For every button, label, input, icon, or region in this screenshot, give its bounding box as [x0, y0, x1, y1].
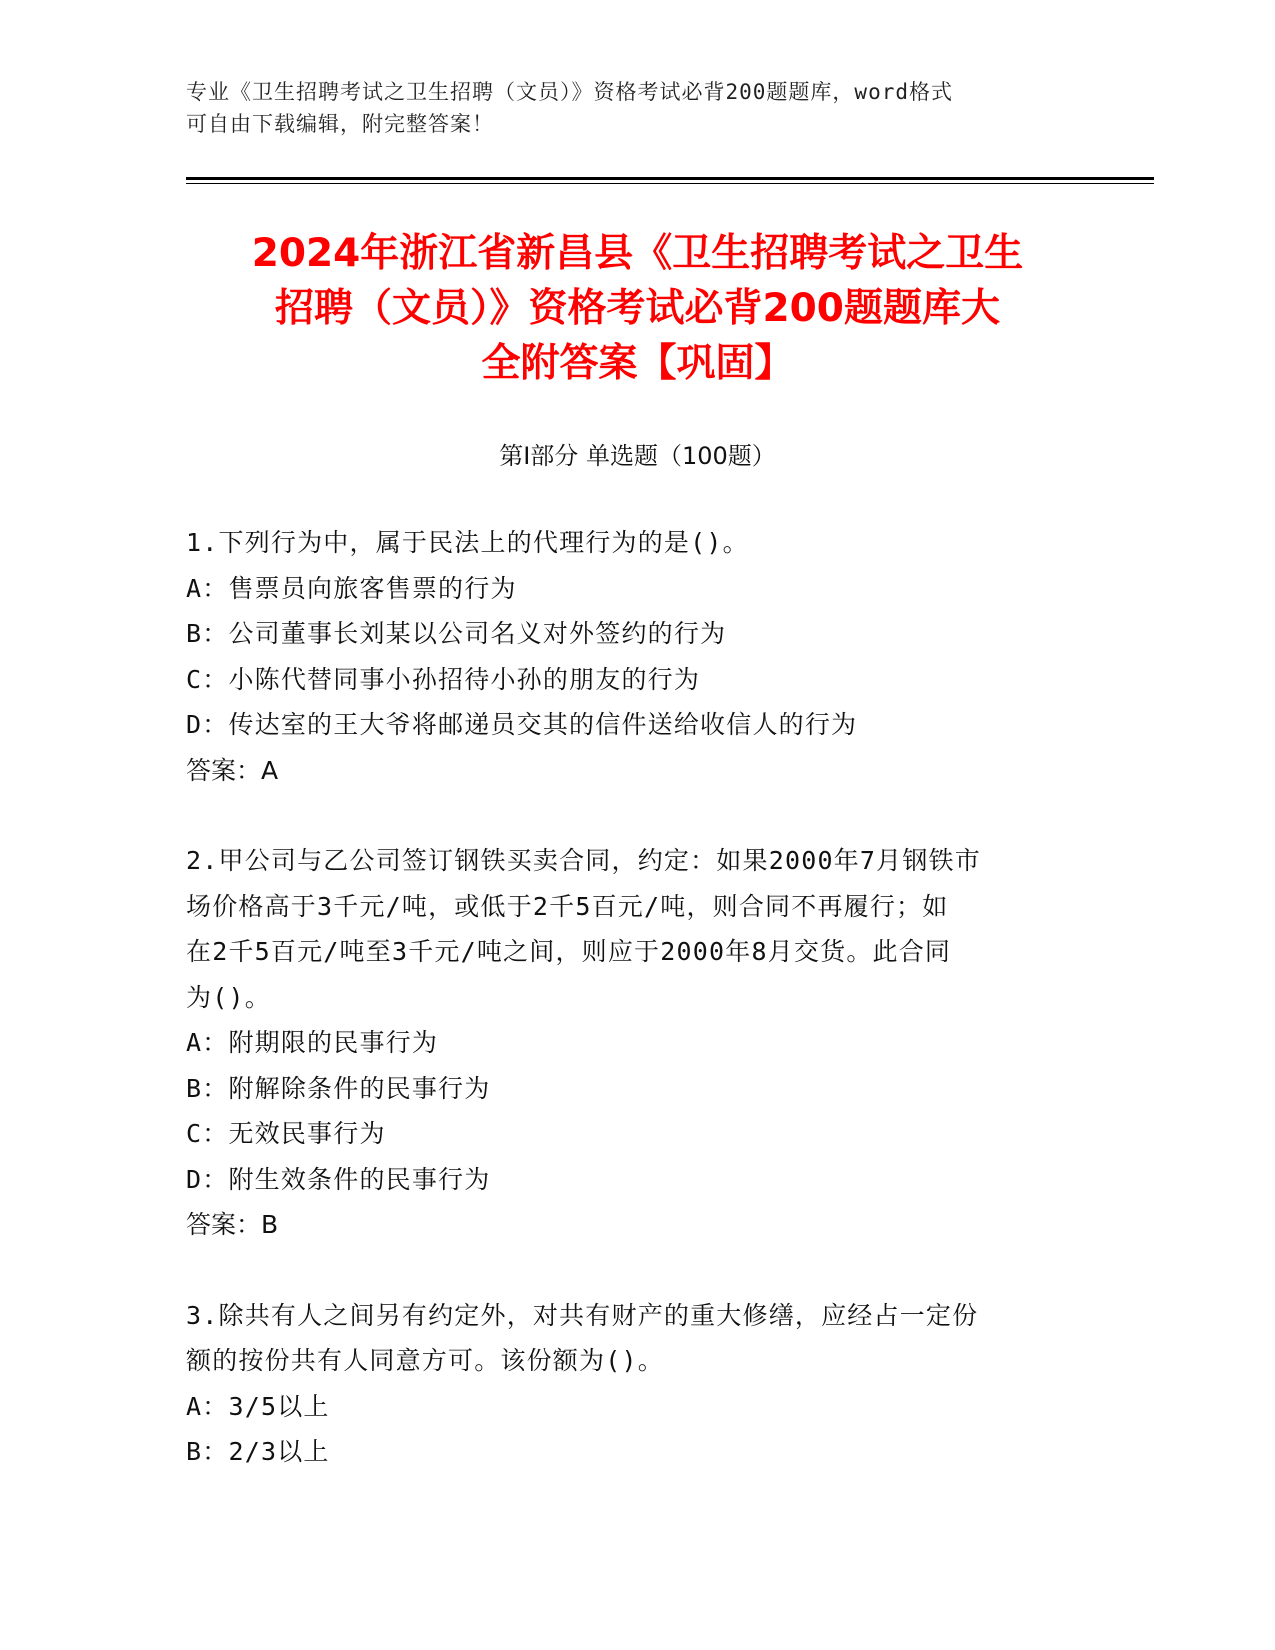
- question-stem-line: 为()。: [186, 982, 271, 1012]
- option-c: C：无效民事行为: [186, 1119, 386, 1148]
- option-b: B：公司董事长刘某以公司名义对外签约的行为: [186, 619, 727, 648]
- question-1: [186, 520, 1086, 793]
- question-spacer: [186, 793, 1086, 838]
- option-b: B：附解除条件的民事行为: [186, 1073, 491, 1103]
- option-c: C：小陈代替同事小孙招待小孙的朋友的行为: [186, 664, 701, 694]
- document-title-line-1: 2024年浙江省新昌县《卫生招聘考试之卫生: [251, 231, 1024, 276]
- option-a: A：3/5以上: [186, 1391, 330, 1421]
- header-divider-thick: [186, 177, 1154, 180]
- question-stem-line: 2.甲公司与乙公司签订钢铁买卖合同，约定：如果2000年7月钢铁市: [186, 846, 981, 875]
- option-d: D：附生效条件的民事行为: [186, 1164, 491, 1194]
- question-stem-line: 在2千5百元/吨至3千元/吨之间，则应于2000年8月交货。此合同: [186, 937, 952, 966]
- option-a: A：附期限的民事行为: [186, 1028, 439, 1057]
- header-note: [186, 76, 1066, 140]
- question-stem-line: 1.下列行为中，属于民法上的代理行为的是()。: [186, 528, 749, 557]
- question-stem-line: 场价格高于3千元/吨，或低于2千5百元/吨，则合同不再履行；如: [186, 891, 949, 921]
- question-3: [186, 1293, 1086, 1475]
- option-b: B：2/3以上: [186, 1437, 330, 1466]
- question-2: [186, 838, 1086, 1248]
- question-stem-line: 额的按份共有人同意方可。该份额为()。: [186, 1346, 664, 1375]
- document-title-line-2: 招聘（文员）》资格考试必背200题题库大: [275, 286, 1000, 331]
- option-d: D：传达室的王大爷将邮递员交其的信件送给收信人的行为: [186, 710, 858, 739]
- header-note-line-2: 可自由下载编辑，附完整答案！: [186, 112, 494, 136]
- document-title: [150, 226, 1125, 391]
- question-stem-line: 3.除共有人之间另有约定外，对共有财产的重大修缮，应经占一定份: [186, 1300, 979, 1330]
- answer-line: 答案：B: [186, 1210, 279, 1239]
- question-list: [186, 520, 1086, 1475]
- header-note-line-1: 专业《卫生招聘考试之卫生招聘（文员）》资格考试必背200题题库，word格式: [186, 80, 953, 104]
- header-divider-thin: [186, 183, 1154, 184]
- question-spacer: [186, 1248, 1086, 1293]
- document-title-line-3: 全附答案【巩固】: [481, 341, 794, 386]
- answer-line: 答案：A: [186, 755, 279, 785]
- option-a: A：售票员向旅客售票的行为: [186, 573, 517, 603]
- section-heading: 第Ⅰ部分 单选题（100题）: [499, 442, 776, 470]
